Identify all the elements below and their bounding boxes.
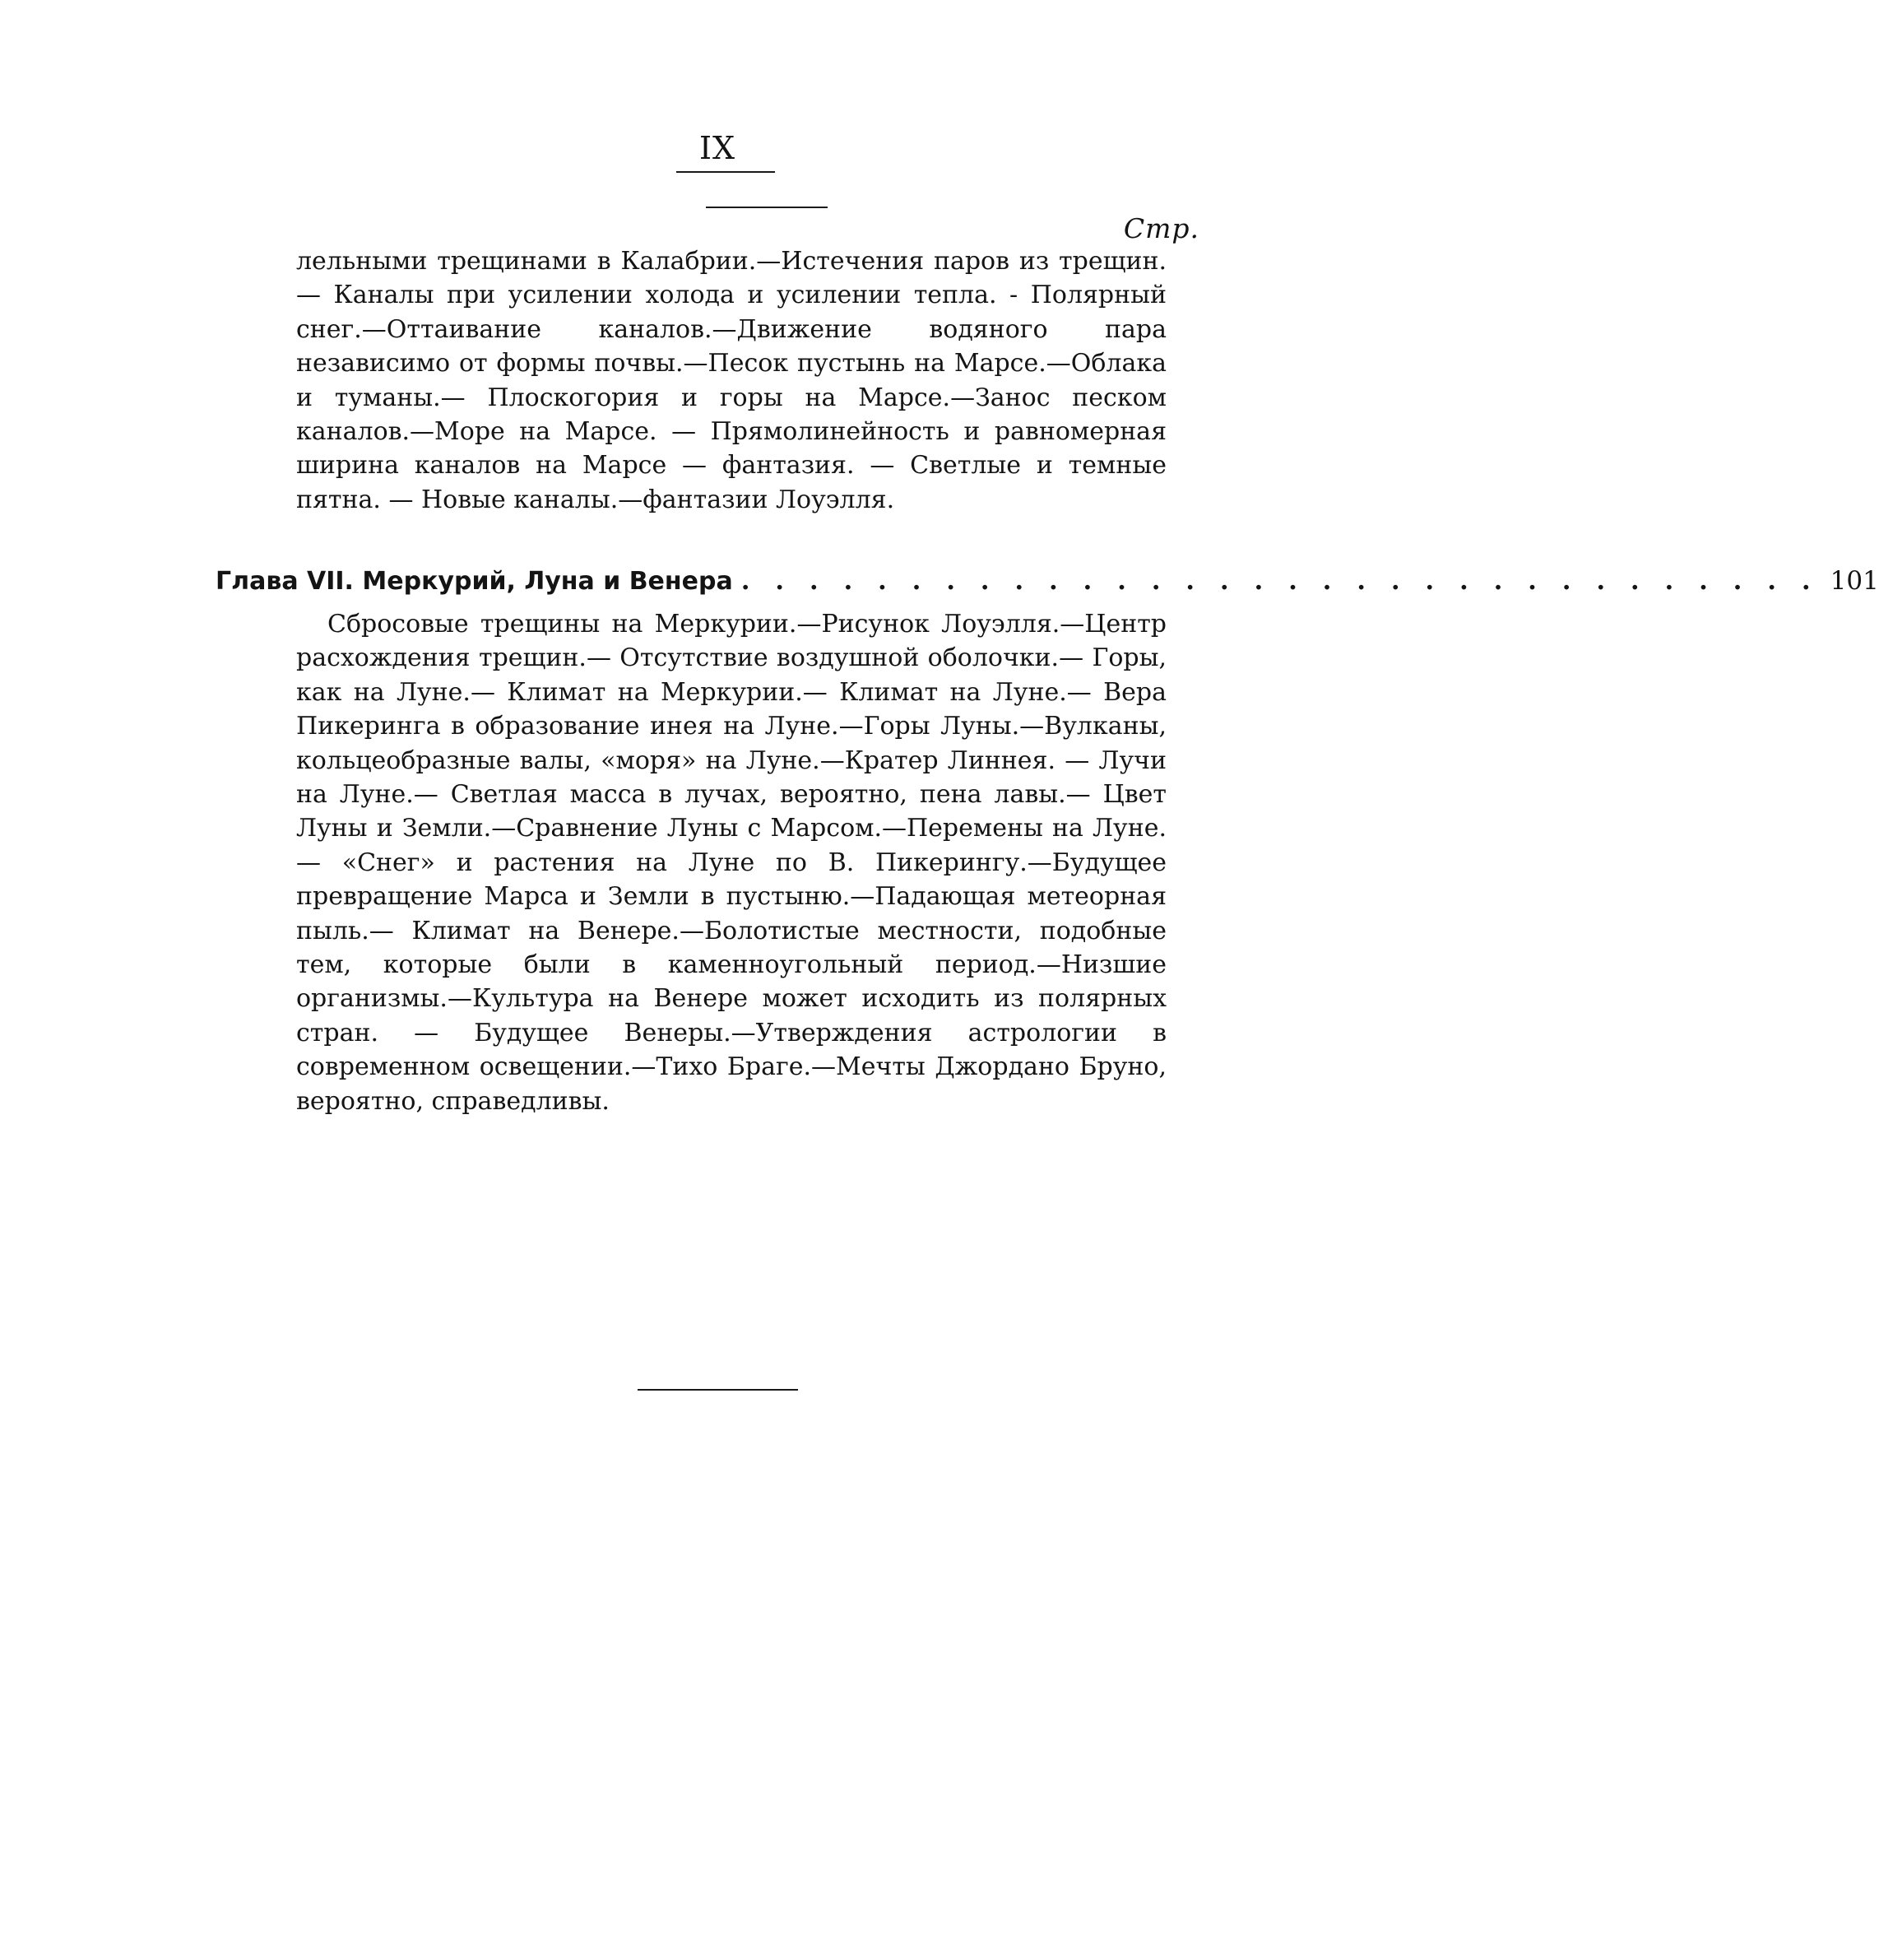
page-column-label: Стр.	[1123, 212, 1199, 244]
chapter-leader-dots: . . . . . . . . . . . . . . . . . . . . . . . . . . . . . . . .	[740, 566, 1819, 596]
chapter-page-number: 101	[1830, 566, 1879, 596]
page-number: IX	[698, 130, 736, 166]
continued-paragraph: лельными трещинами в Калабрии.—Истечения паров из трещин.— Каналы при усилении холода и усилении тепла. - Полярный снег.—Оттаивание каналов.—Движение водяного пара независимо от формы почвы.—Песок пустынь на Марсе.—Облака и туманы.— Плоскогория и горы на Марсе.—Занос песком каналов.—Море на Марсе. — Прямолинейность и равномерная ширина каналов на Марсе — фантазия. — Светлые и темные пятна. — Новые каналы.—фантазии Лоуэлля.	[296, 247, 1167, 514]
top-divider	[706, 207, 828, 208]
chapter-title: Глава VII. Меркурий, Луна и Венера	[216, 567, 733, 596]
bottom-divider	[638, 1389, 798, 1391]
header-rule	[676, 171, 775, 173]
chapter-entry	[216, 563, 1879, 600]
chapter-summary: Сбросовые трещины на Меркурии.—Рисунок Лоуэлля.—Центр расхождения трещин.— Отсутствие воздушной оболочки.— Горы, как на Луне.— Климат на Меркурии.— Климат на Луне.— Вера Пикеринга в образование инея на Луне.—Горы Луны.—Вулканы, кольцеобразные валы, «моря» на Луне.—Кратер Линнея. — Лучи на Луне.— Светлая масса в лучах, вероятно, пена лавы.— Цвет Луны и Земли.—Сравнение Луны с Марсом.—Перемены на Луне.— «Снег» и растения на Луне по В. Пикерингу.—Будущее превращение Марса и Земли в пустыню.—Падающая метеорная пыль.— Климат на Венере.—Болотистые местности, подобные тем, которые были в каменноугольный период.—Низшие организмы.—Культура на Венере может исходить из полярных стран. — Будущее Венеры.—Утверждения астрологии в современном освещении.—Тихо Браге.—Мечты Джордано Бруно, вероятно, справедливы.	[296, 610, 1167, 1116]
